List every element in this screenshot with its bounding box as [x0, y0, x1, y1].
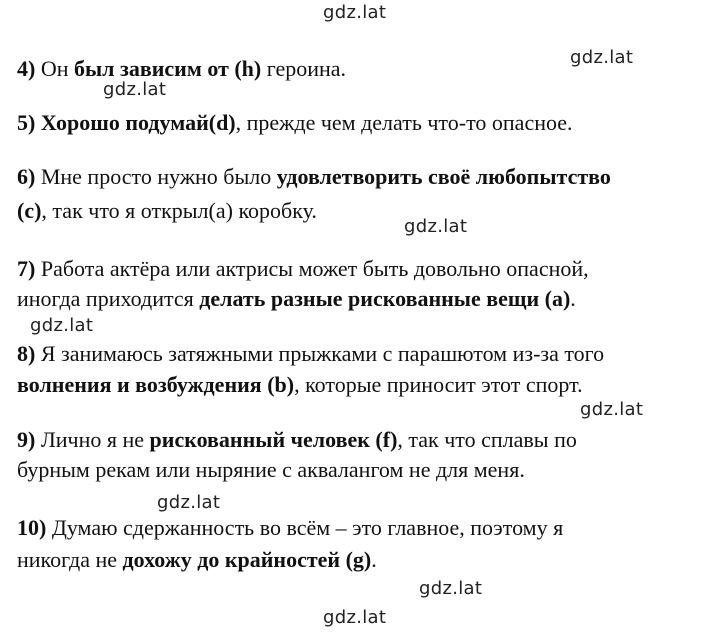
watermark: gdz.lat — [30, 315, 94, 336]
answer-8-line-1 — [17, 341, 604, 367]
watermark: gdz.lat — [103, 79, 167, 100]
text-segment: бурным рекам или ныряние с аквалангом не для меня. — [17, 457, 525, 482]
answer-7-line-1 — [17, 256, 589, 282]
text-segment: Он — [40, 56, 74, 81]
answer-9-line-1 — [17, 427, 577, 453]
text-segment: Думаю сдержанность во всём – это главное, поэтому я — [51, 515, 564, 540]
key-phrase: Хорошо подумай(d) — [40, 110, 236, 135]
answer-8-line-2 — [17, 372, 583, 398]
answer-6-line-2 — [17, 198, 317, 224]
watermark: gdz.lat — [404, 216, 468, 237]
watermark: gdz.lat — [419, 578, 483, 599]
text-segment: , так что я открыл(а) коробку. — [41, 198, 317, 223]
key-phrase: удовлетворить своё любопытство — [276, 164, 611, 189]
text-segment: Мне просто нужно было — [40, 164, 277, 189]
key-phrase: был зависим от (h) — [74, 56, 262, 81]
text-segment: . — [570, 286, 576, 311]
text-segment: , которые приносит этот спорт. — [294, 372, 583, 397]
answer-10-line-2 — [17, 547, 377, 573]
watermark: gdz.lat — [157, 492, 221, 513]
answer-9-line-2 — [17, 457, 525, 483]
answer-7-line-2 — [17, 286, 576, 312]
key-phrase: делать разные рискованные вещи (a) — [199, 286, 571, 311]
text-segment: Работа актёра или актрисы может быть довольно опасной, — [40, 256, 589, 281]
text-segment: никогда не — [17, 547, 123, 572]
answer-number: 10) — [17, 515, 47, 540]
text-segment: иногда приходится — [17, 286, 200, 311]
answer-number: 5) — [17, 110, 36, 135]
answer-6-line-1 — [17, 164, 611, 190]
text-segment: , прежде чем делать что-то опасное. — [235, 110, 573, 135]
key-phrase: дохожу до крайностей (g) — [122, 547, 372, 572]
text-segment: Лично я не — [40, 427, 150, 452]
answer-number: 6) — [17, 164, 36, 189]
answer-number: 9) — [17, 427, 36, 452]
watermark: gdz.lat — [323, 607, 387, 628]
answer-number: 7) — [17, 256, 36, 281]
text-segment: , так что сплавы по — [397, 427, 577, 452]
answer-4-line-1 — [17, 56, 346, 82]
key-phrase: (c) — [17, 198, 42, 223]
answer-number: 8) — [17, 341, 36, 366]
text-segment: Я занимаюсь затяжными прыжками с парашютом из-за того — [40, 341, 605, 366]
key-phrase: волнения и возбуждения (b) — [17, 372, 295, 397]
watermark: gdz.lat — [570, 47, 634, 68]
text-segment: . — [371, 547, 377, 572]
key-phrase: рискованный человек (f) — [149, 427, 398, 452]
answer-5-line-1 — [17, 110, 573, 136]
text-segment: героина. — [261, 56, 347, 81]
watermark: gdz.lat — [580, 399, 644, 420]
answer-10-line-1 — [17, 515, 563, 541]
answer-number: 4) — [17, 56, 36, 81]
watermark: gdz.lat — [323, 2, 387, 23]
